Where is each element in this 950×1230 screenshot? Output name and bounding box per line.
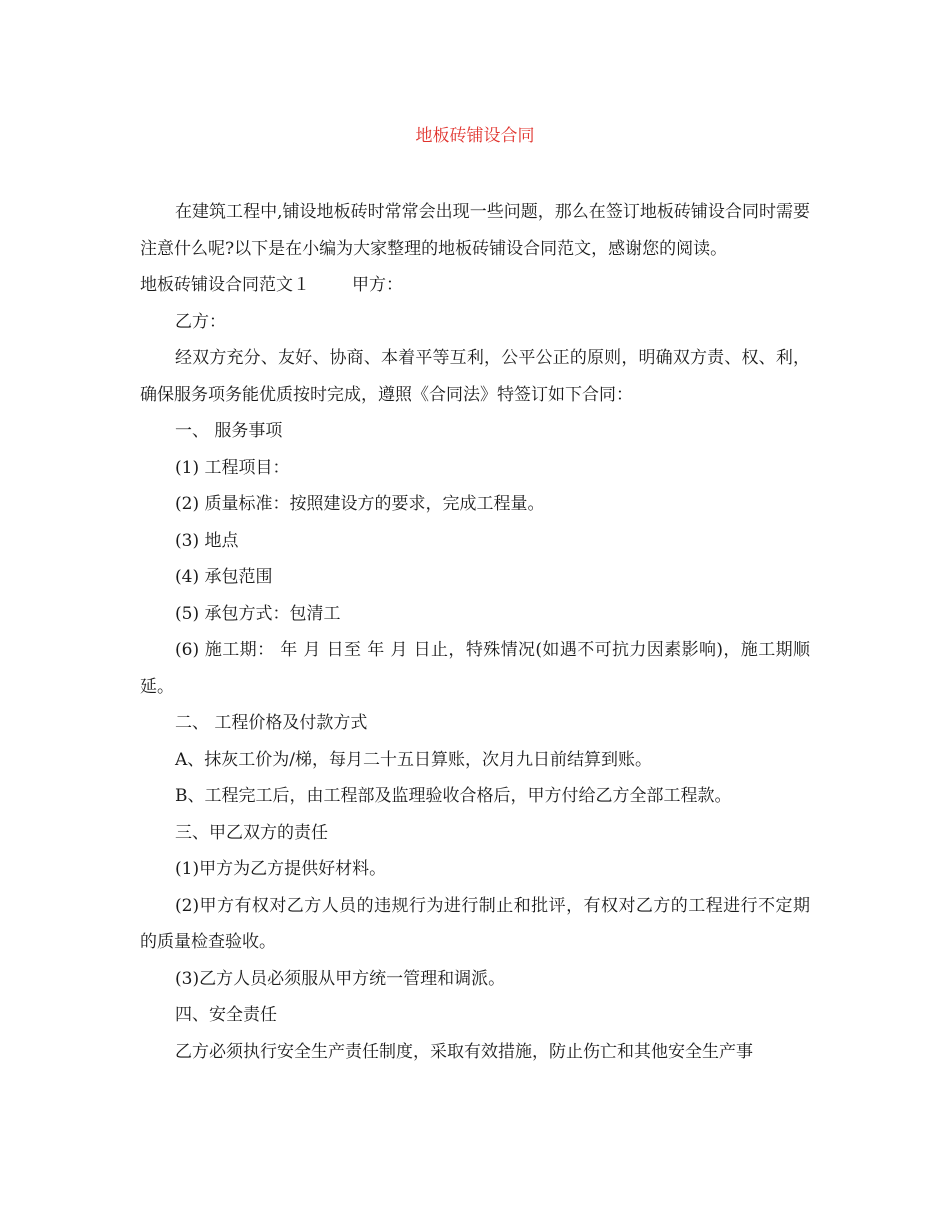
preamble-paragraph: 经双方充分、友好、协商、本着平等互利，公平公正的原则，明确双方责、权、利，确保服务项务能优质按时完成，遵照《合同法》特签订如下合同： [140,348,810,405]
sample-heading: 地板砖铺设合同范文１ [140,275,310,295]
document-title: 地板砖铺设合同 [415,126,535,146]
section-1-item: (5) 承包方式：包清工 [175,603,341,624]
section-3-item: (3)乙方人员必须服从甲方统一管理和调派。 [175,968,506,989]
intro-paragraph: 在建筑工程中,铺设地板砖时常常会出现一些问题，那么在签订地板砖铺设合同时需要注意什么呢?以下是在小编为大家整理的地板砖铺设合同范文，感谢您的阅读。 [140,202,810,259]
document-body [140,194,810,1070]
section-4-paragraph: 乙方必须执行安全生产责任制度，采取有效措施，防止伤亡和其他安全生产事 [175,1041,753,1062]
section-3-heading: 三、甲乙双方的责任 [175,822,328,843]
section-2-heading: 二、 工程价格及付款方式 [175,713,368,733]
party-a-label: 甲方： [352,275,403,295]
section-1-heading: 一、 服务事项 [175,421,283,441]
section-3-item: (1)甲方为乙方提供好材料。 [175,859,387,879]
section-2-item: B、工程完工后，由工程部及监理验收合格后，甲方付给乙方全部工程款。 [175,786,732,806]
section-3-item: (2)甲方有权对乙方人员的违规行为进行制止和批评，有权对乙方的工程进行不定期的质量检查验收。 [140,895,810,952]
section-1-item: (2) 质量标准：按照建设方的要求，完成工程量。 [175,494,545,514]
section-2-item: A、抹灰工价为/梯，每月二十五日算账，次月九日前结算到账。 [175,749,653,770]
sample-heading-line [140,267,810,304]
section-1-item: (3) 地点 [175,530,239,551]
party-b-label: 乙方： [175,311,226,332]
section-1-item: (1) 工程项目： [175,457,290,478]
section-4-heading: 四、安全责任 [175,1005,277,1025]
section-1-item: (4) 承包范围 [175,567,273,587]
section-1-item: (6) 施工期： 年 月 日至 年 月 日止，特殊情况(如遇不可抗力因素影响)，施工期顺延。 [140,640,810,697]
